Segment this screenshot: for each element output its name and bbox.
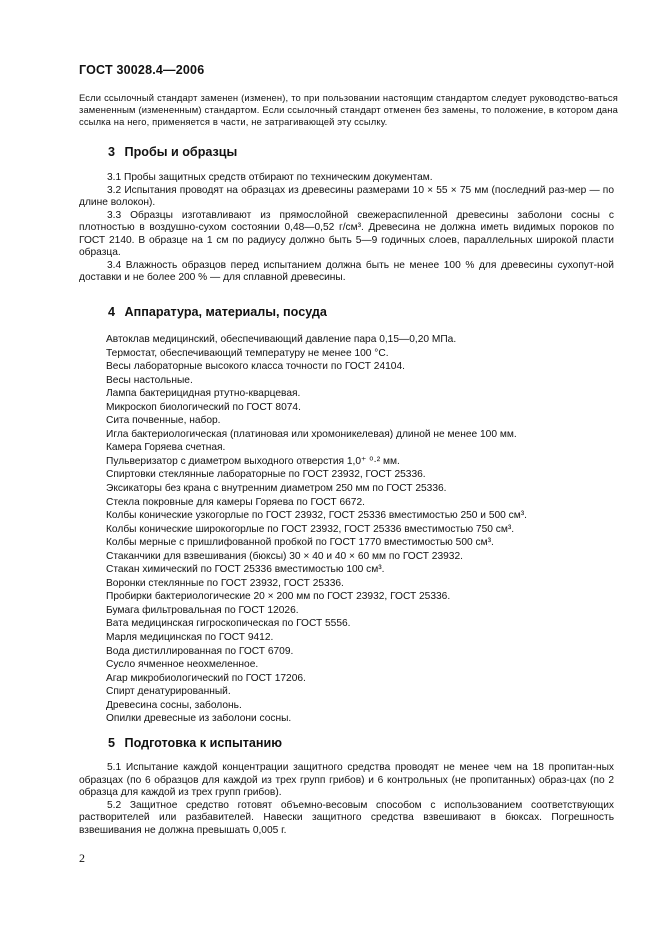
list-item: Колбы конические широкогорлые по ГОСТ 23932, ГОСТ 25336 вместимостью 750 см³.: [106, 523, 515, 535]
section-number: 5: [108, 736, 116, 750]
paragraph-3-3: 3.3 Образцы изготавливают из прямослойной свежераспиленной древесины заболони сосны с плотностью в воздушно-сухом состоянии 0,48—0,52 г/см³. Древесина не должна иметь видимых пороков по ГОСТ 2140. В образце на 1 см по радиусу должно быть 5—9 годичных слоев, параллельных широкой пласти образца.: [79, 209, 614, 258]
note-paragraph: Если ссылочный стандарт заменен (изменен), то при пользовании настоящим стандартом следует руководство-ваться замененным (измененным) стандартом. Если ссылочный стандарт отменен без замены, то положение, в котором дана ссылка на него, применяется в части, не затрагивающей эту ссылку.: [79, 92, 618, 127]
list-item: Вата медицинская гигроскопическая по ГОСТ 5556.: [106, 618, 351, 630]
list-item: Весы настольные.: [106, 374, 193, 386]
page-number: 2: [79, 851, 85, 865]
section-number: 4: [108, 305, 116, 319]
paragraph-5-1: 5.1 Испытание каждой концентрации защитного средства проводят не менее чем на 18 пропитан-ных образцах (по 6 образцов для каждой из трех групп грибов) и 6 контрольных (не пропитанных) образ-цах (по 2 образца для каждой из трех групп грибов).: [79, 762, 614, 798]
list-item: Опилки древесные из заболони сосны.: [106, 713, 292, 725]
list-item: Стекла покровные для камеры Горяева по ГОСТ 6672.: [106, 496, 365, 508]
section-3-body: [79, 172, 614, 285]
list-item: Колбы мерные с пришлифованной пробкой по ГОСТ 1770 вместимостью 500 см³.: [106, 537, 494, 549]
list-item: Игла бактериологическая (платиновая или хромоникелевая) длиной не менее 100 мм.: [106, 428, 517, 440]
section-4-heading: [108, 305, 327, 319]
paragraph-3-4: 3.4 Влажность образцов перед испытанием должна быть не менее 100 % для древесины сухопут-ной доставки и не более 200 % — для сплавной древесины.: [79, 259, 614, 283]
section-title: Аппаратура, материалы, посуда: [124, 305, 327, 319]
list-item: Агар микробиологический по ГОСТ 17206.: [106, 672, 306, 684]
section-title: Подготовка к испытанию: [124, 736, 282, 750]
list-item: Эксикаторы без крана с внутренним диаметром 250 мм по ГОСТ 25336.: [106, 483, 447, 495]
section-3-heading: [108, 145, 237, 159]
list-item: Пульверизатор с диаметром выходного отверстия 1,0⁺ ⁰·² мм.: [106, 455, 400, 467]
list-item: Сита почвенные, набор.: [106, 415, 221, 427]
list-item: Воронки стеклянные по ГОСТ 23932, ГОСТ 25336.: [106, 577, 344, 589]
list-item: Сусло ячменное неохмеленное.: [106, 659, 259, 671]
paragraph-3-2: 3.2 Испытания проводят на образцах из древесины размерами 10 × 55 × 75 мм (последний раз-мер — по длине волокон).: [79, 184, 614, 208]
list-item: Весы лабораторные высокого класса точности по ГОСТ 24104.: [106, 361, 405, 373]
list-item: Марля медицинская по ГОСТ 9412.: [106, 632, 274, 644]
paragraph-3-1: 3.1 Пробы защитных средств отбирают по техническим документам.: [107, 172, 433, 183]
list-item: Колбы конические узкогорлые по ГОСТ 23932, ГОСТ 25336 вместимостью 250 и 500 см³.: [106, 510, 527, 522]
list-item: Бумага фильтровальная по ГОСТ 12026.: [106, 604, 299, 616]
list-item: Спирт денатурированный.: [106, 686, 231, 698]
standard-header: ГОСТ 30028.4—2006: [79, 63, 205, 77]
list-item: Древесина сосны, заболонь.: [106, 699, 242, 711]
list-item: Спиртовки стеклянные лабораторные по ГОСТ 23932, ГОСТ 25336.: [106, 469, 426, 481]
section-5-body: [79, 762, 614, 837]
list-item: Камера Горяева счетная.: [106, 442, 226, 454]
list-item: Вода дистиллированная по ГОСТ 6709.: [106, 645, 294, 657]
list-item: Термостат, обеспечивающий температуру не менее 100 °С.: [106, 347, 389, 359]
section-5-heading: [108, 736, 282, 750]
section-number: 3: [108, 145, 116, 159]
list-item: Лампа бактерицидная ртутно-кварцевая.: [106, 388, 301, 400]
list-item: Микроскоп биологический по ГОСТ 8074.: [106, 401, 301, 413]
list-item: Стаканчики для взвешивания (бюксы) 30 × 40 и 40 × 60 мм по ГОСТ 23932.: [106, 550, 463, 562]
list-item: Пробирки бактериологические 20 × 200 мм по ГОСТ 23932, ГОСТ 25336.: [106, 591, 451, 603]
section-title: Пробы и образцы: [124, 145, 238, 159]
list-item: Стакан химический по ГОСТ 25336 вместимостью 100 см³.: [106, 564, 385, 576]
equipment-list: [106, 333, 606, 726]
paragraph-5-2: 5.2 Защитное средство готовят объемно-весовым способом с использованием соответствующих растворителей или разбавителей. Навески защитного средства взвешивают в бюксах. Погрешность взвешивания не должна превышать 0,005 г.: [79, 799, 614, 836]
list-item: Автоклав медицинский, обеспечивающий давление пара 0,15—0,20 МПа.: [106, 334, 457, 345]
reference-note: [79, 92, 618, 128]
